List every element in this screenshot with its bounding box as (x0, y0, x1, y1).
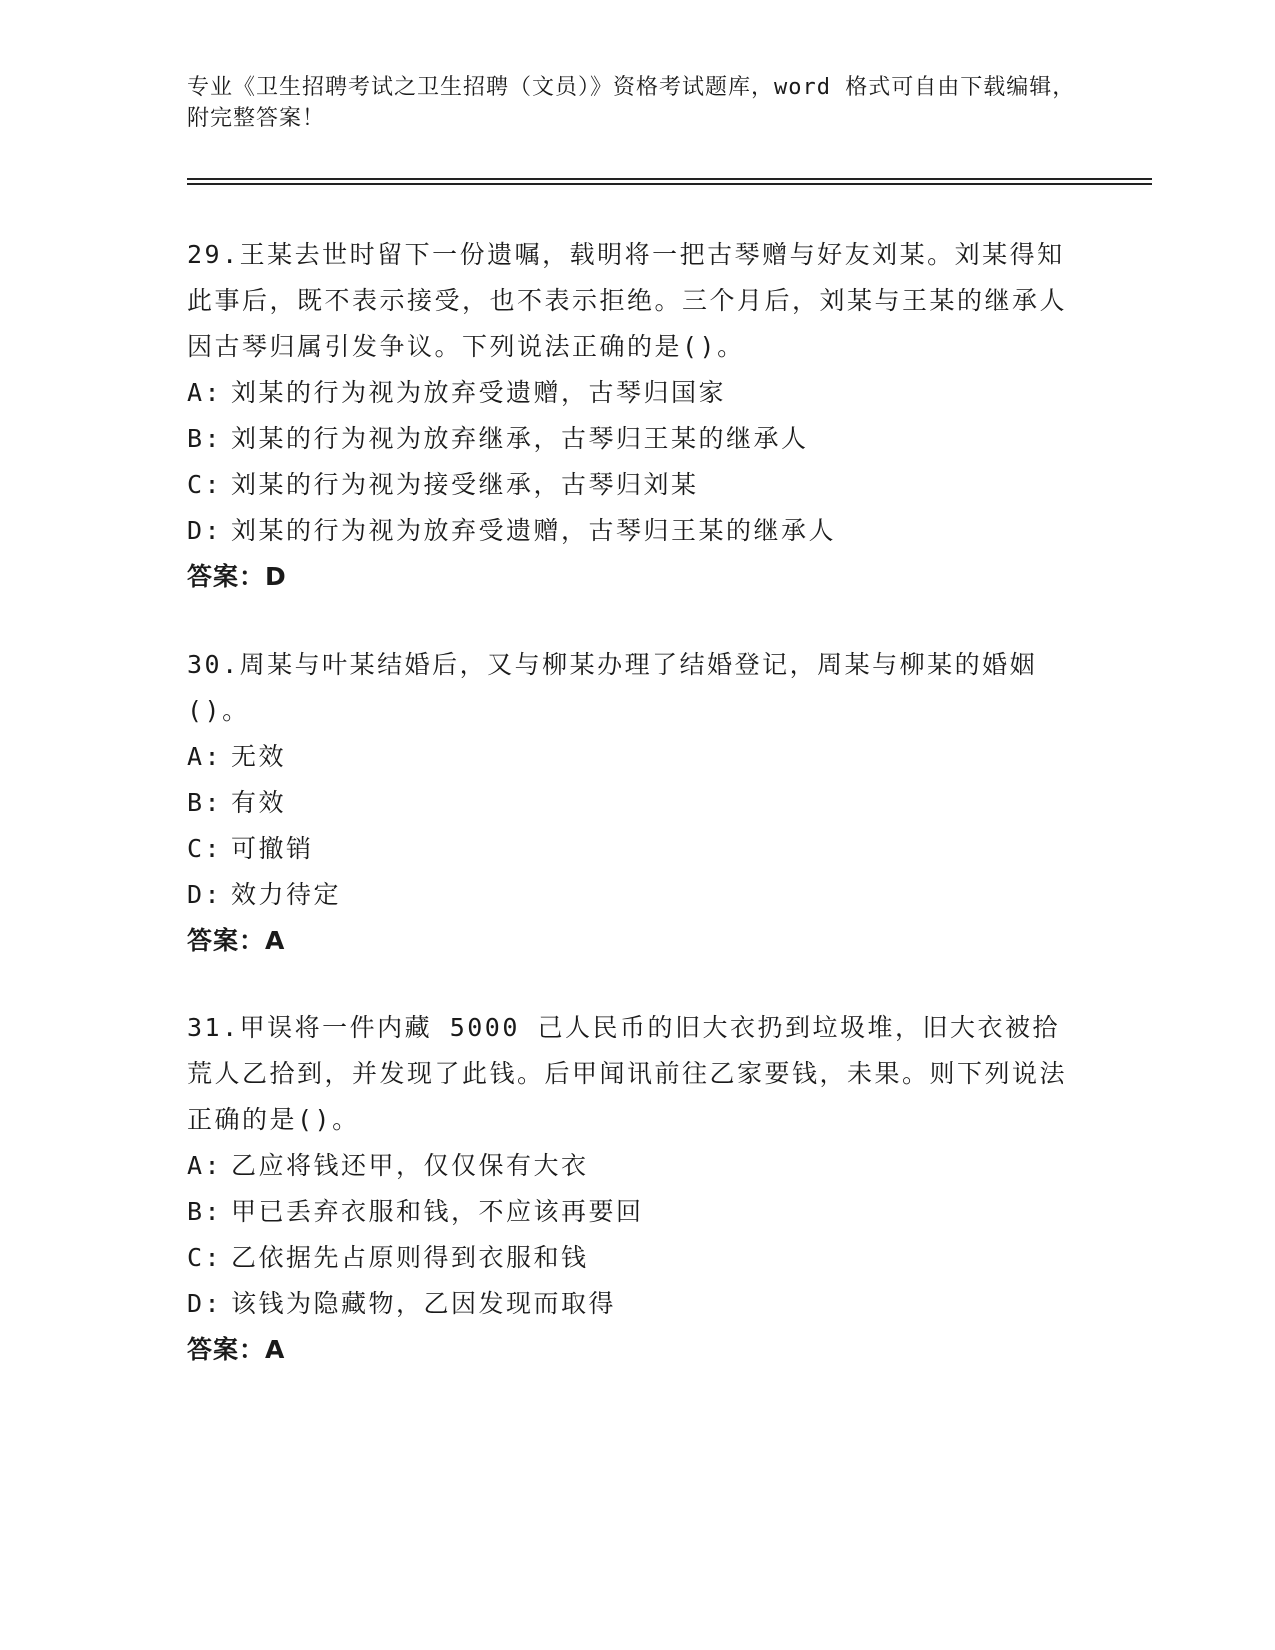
option-a (187, 370, 1087, 416)
option-b (187, 780, 1087, 826)
option-c (187, 462, 1087, 508)
option-text: 无效 (231, 742, 287, 771)
option-letter: B: (187, 788, 223, 817)
option-text: 甲已丢弃衣服和钱，不应该再要回 (231, 1197, 644, 1226)
option-letter: C: (187, 1243, 223, 1272)
option-a (187, 734, 1087, 780)
option-letter: A: (187, 1151, 223, 1180)
option-c (187, 1235, 1087, 1281)
question-30 (187, 642, 1087, 964)
document-header (187, 72, 1087, 134)
option-text: 刘某的行为视为接受继承，古琴归刘某 (231, 470, 699, 499)
option-letter: C: (187, 834, 223, 863)
answer-line: 答案：D (187, 562, 287, 591)
option-letter: B: (187, 424, 223, 453)
option-a (187, 1143, 1087, 1189)
option-text: 可撤销 (231, 834, 314, 863)
option-d (187, 508, 1087, 554)
option-text: 该钱为隐藏物，乙因发现而取得 (231, 1289, 617, 1318)
question-31 (187, 1005, 1087, 1373)
option-d (187, 1281, 1087, 1327)
header-intro-text: 专业《卫生招聘考试之卫生招聘（文员）》资格考试题库，word 格式可自由下载编辑，附完整答案！ (187, 75, 1076, 131)
option-text: 刘某的行为视为放弃继承，古琴归王某的继承人 (231, 424, 809, 453)
option-letter: D: (187, 880, 223, 909)
option-letter: A: (187, 742, 223, 771)
option-letter: B: (187, 1197, 223, 1226)
option-c (187, 826, 1087, 872)
question-stem: 31.甲误将一件内藏 5000 己人民币的旧大衣扔到垃圾堆，旧大衣被拾荒人乙拾到，并发现了此钱。后甲闻讯前往乙家要钱，未果。则下列说法正确的是()。 (187, 1013, 1068, 1134)
option-letter: D: (187, 516, 223, 545)
option-text: 有效 (231, 788, 287, 817)
option-b (187, 416, 1087, 462)
header-divider-bottom (187, 183, 1152, 185)
answer-line: 答案：A (187, 1335, 286, 1364)
option-text: 刘某的行为视为放弃受遗赠，古琴归王某的继承人 (231, 516, 837, 545)
option-text: 刘某的行为视为放弃受遗赠，古琴归国家 (231, 378, 727, 407)
header-divider-top (187, 178, 1152, 180)
option-text: 效力待定 (231, 880, 342, 909)
question-29 (187, 232, 1087, 600)
option-text: 乙依据先占原则得到衣服和钱 (231, 1243, 589, 1272)
answer-line: 答案：A (187, 926, 286, 955)
question-stem: 30.周某与叶某结婚后，又与柳某办理了结婚登记，周某与柳某的婚姻()。 (187, 650, 1038, 725)
option-letter: C: (187, 470, 223, 499)
option-text: 乙应将钱还甲，仅仅保有大衣 (231, 1151, 589, 1180)
option-letter: D: (187, 1289, 223, 1318)
option-letter: A: (187, 378, 223, 407)
option-d (187, 872, 1087, 918)
option-b (187, 1189, 1087, 1235)
question-stem: 29.王某去世时留下一份遗嘱，载明将一把古琴赠与好友刘某。刘某得知此事后，既不表示接受，也不表示拒绝。三个月后，刘某与王某的继承人因古琴归属引发争议。下列说法正确的是()。 (187, 240, 1068, 361)
